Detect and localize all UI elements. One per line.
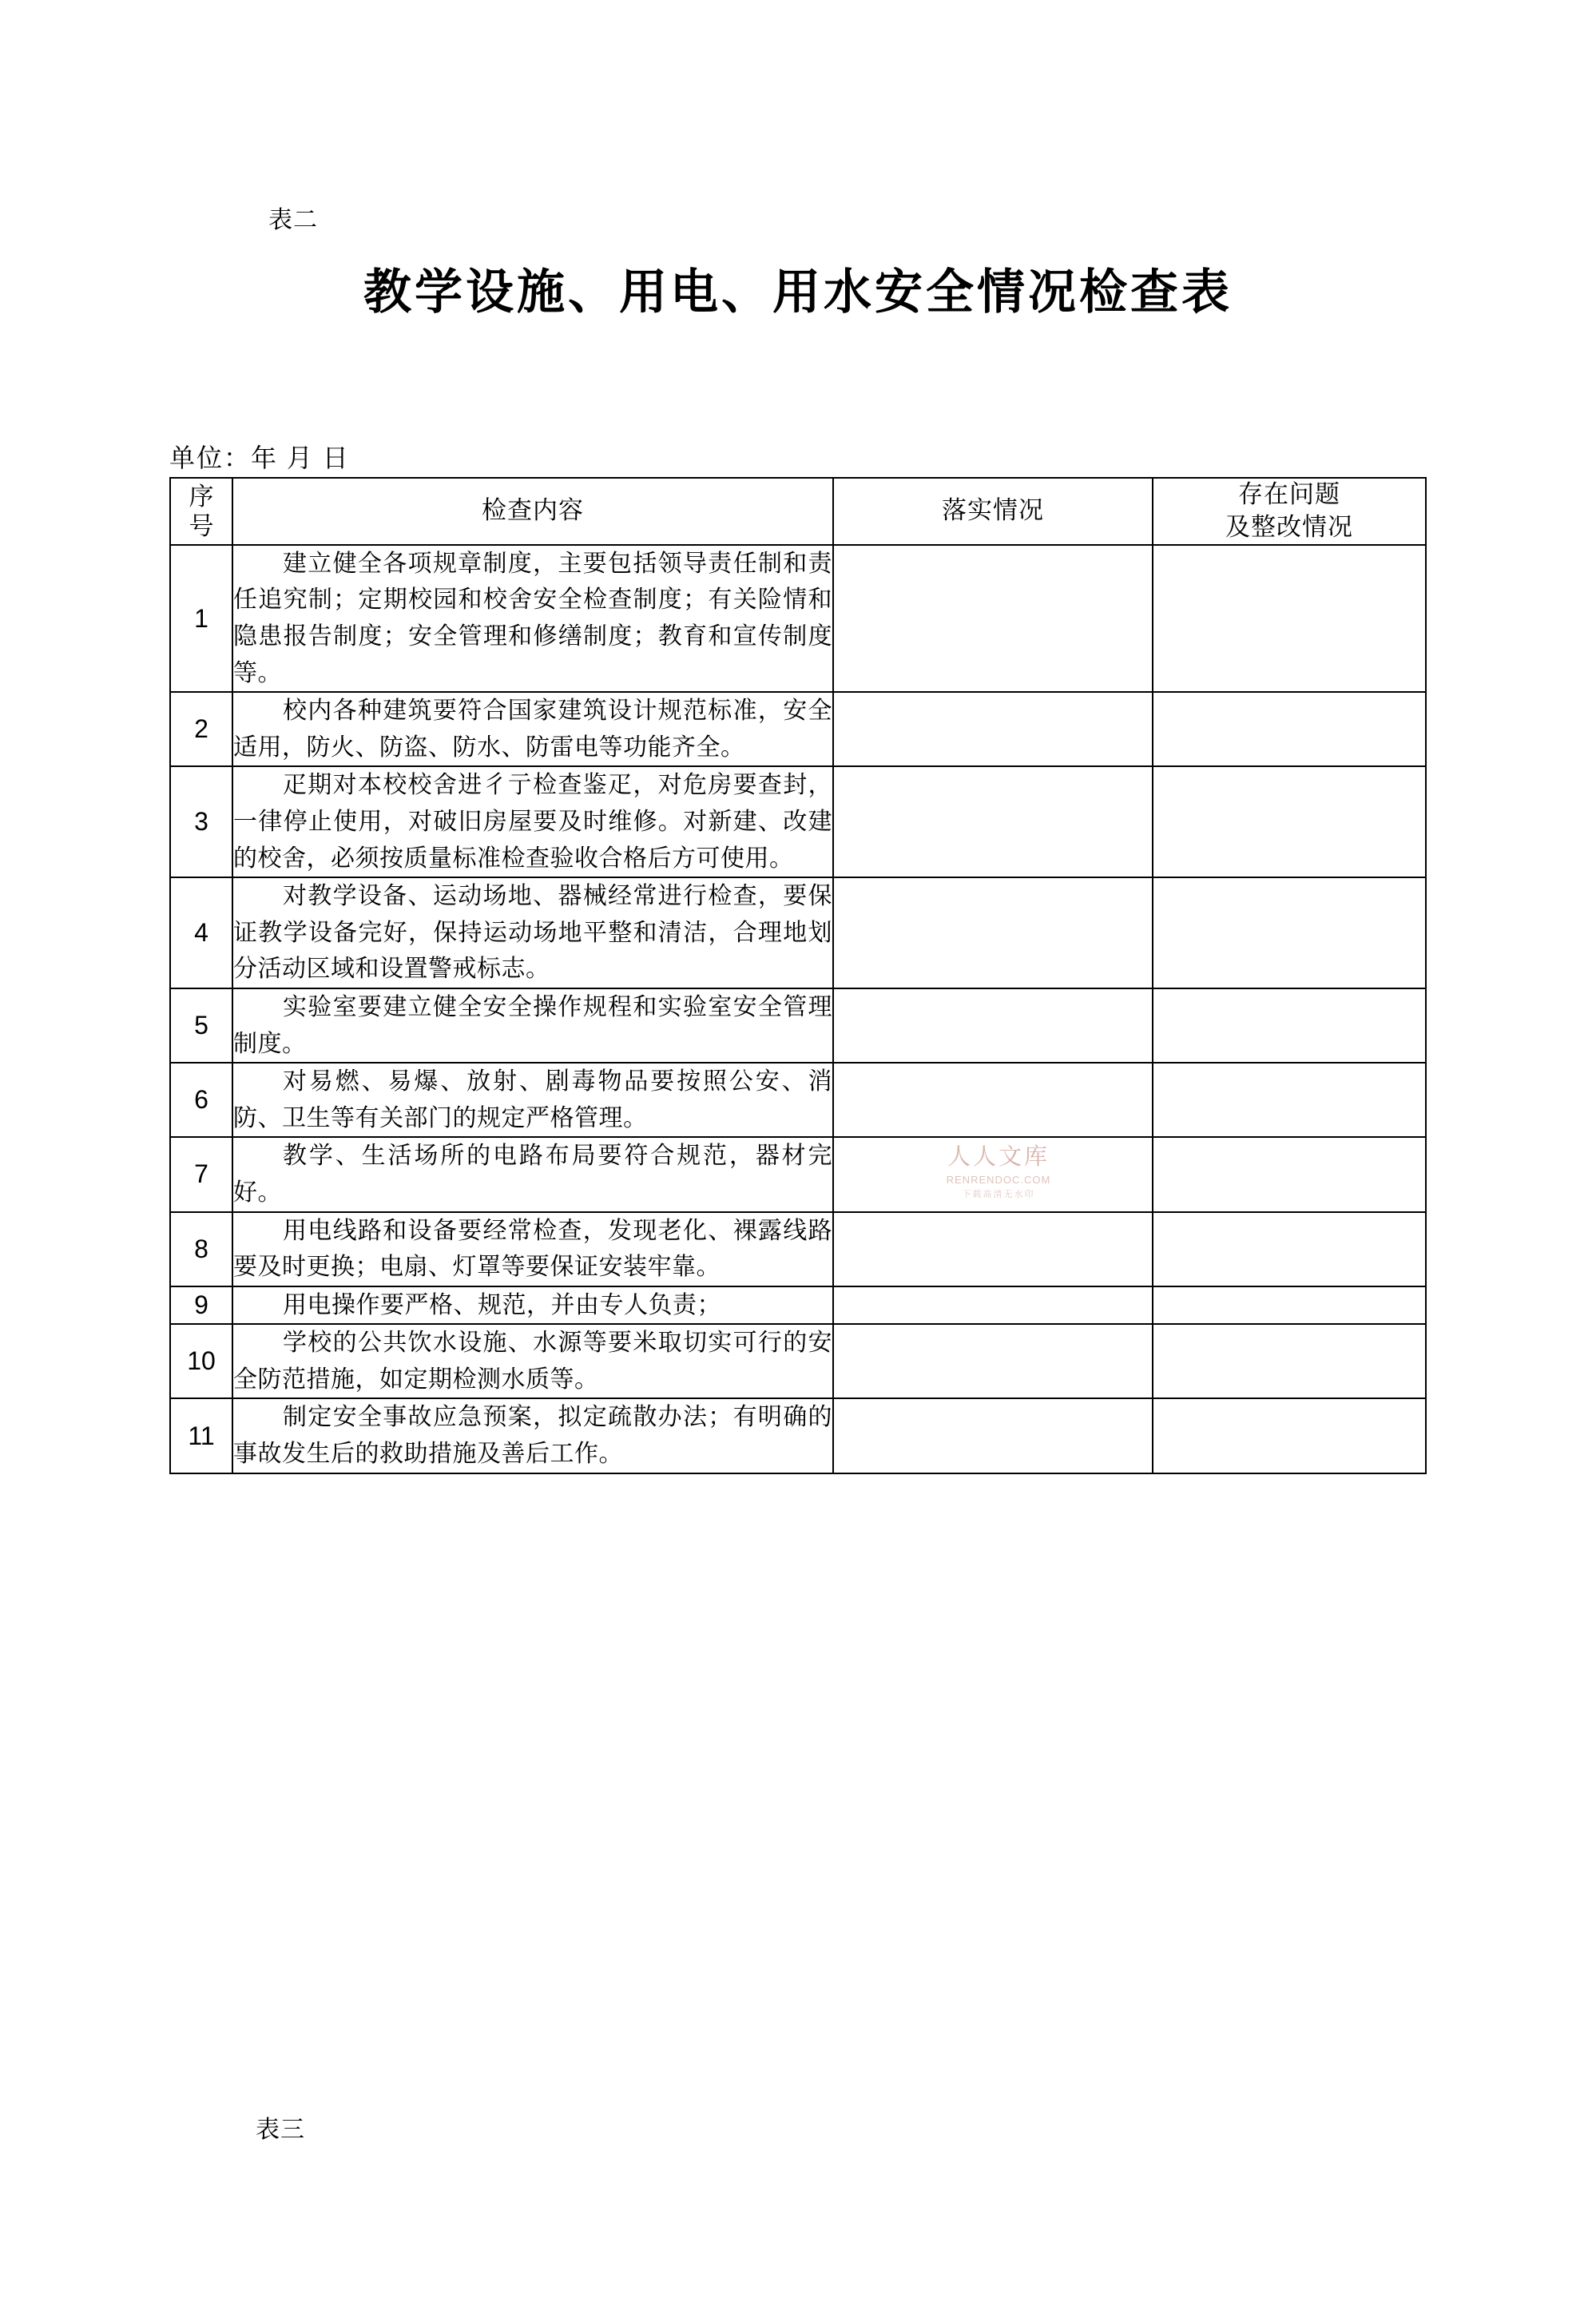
- row-content: 校内各种建筑要符合国家建筑设计规范标准，安全适用，防火、防盗、防水、防雷电等功能齐全。: [232, 692, 833, 766]
- table-row: [170, 1063, 1426, 1137]
- row-status[interactable]: [833, 1063, 1153, 1137]
- row-number: 10: [170, 1324, 232, 1398]
- header-no: [170, 478, 232, 545]
- row-content: 实验室要建立健全安全操作规程和实验室安全管理制度。: [232, 988, 833, 1063]
- table-row: [170, 1324, 1426, 1398]
- row-issue[interactable]: [1153, 1212, 1426, 1286]
- row-content: 制定安全事故应急预案，拟定疏散办法；有明确的事故发生后的救助措施及善后工作。: [232, 1398, 833, 1473]
- table-row: [170, 1137, 1426, 1211]
- header-issue-line1: 存在问题: [1238, 480, 1340, 508]
- row-content: 对易燃、易爆、放射、剧毒物品要按照公安、消防、卫生等有关部门的规定严格管理。: [232, 1063, 833, 1137]
- page-title: 教学设施、用电、用水安全情况检查表: [363, 265, 1233, 319]
- header-status: 落实情况: [833, 478, 1153, 545]
- row-number: 2: [170, 692, 232, 766]
- table-row: [170, 877, 1426, 988]
- row-status[interactable]: [833, 1286, 1153, 1325]
- row-content: 建立健全各项规章制度，主要包括领导责任制和责任追究制；定期校园和校舍安全检查制度；有关险情和隐患报告制度；安全管理和修缮制度；教育和宣传制度等。: [232, 545, 833, 692]
- row-issue[interactable]: [1153, 988, 1426, 1063]
- row-issue[interactable]: [1153, 766, 1426, 877]
- row-issue[interactable]: [1153, 1398, 1426, 1473]
- table-row: [170, 692, 1426, 766]
- header-issue: [1153, 478, 1426, 545]
- row-issue[interactable]: [1153, 1286, 1426, 1325]
- row-number: 5: [170, 988, 232, 1063]
- table-label-bottom: 表三: [256, 2117, 305, 2143]
- row-issue[interactable]: [1153, 1137, 1426, 1211]
- row-number: 6: [170, 1063, 232, 1137]
- row-status[interactable]: [833, 1137, 1153, 1211]
- watermark-sub-text: RENRENDOC.COM: [946, 1174, 1051, 1186]
- header-no-line1: 序: [189, 482, 214, 511]
- row-content: 对教学设备、运动场地、器械经常进行检查，要保证教学设备完好，保持运动场地平整和清洁，合理地划分活动区域和设置警戒标志。: [232, 877, 833, 988]
- row-status[interactable]: [833, 545, 1153, 692]
- row-number: 7: [170, 1137, 232, 1211]
- row-content: 学校的公共饮水设施、水源等要米取切实可行的安全防范措施，如定期检测水质等。: [232, 1324, 833, 1398]
- header-no-line2: 号: [189, 511, 214, 540]
- row-status[interactable]: [833, 766, 1153, 877]
- row-content: 用电线路和设备要经常检查，发现老化、裸露线路要及时更换；电扇、灯罩等要保证安装牢靠。: [232, 1212, 833, 1286]
- row-number: 3: [170, 766, 232, 877]
- row-number: 11: [170, 1398, 232, 1473]
- header-issue-line2: 及整改情况: [1225, 512, 1353, 541]
- row-content: 教学、生活场所的电路布局要符合规范，器材完好。: [232, 1137, 833, 1211]
- row-status[interactable]: [833, 692, 1153, 766]
- row-issue[interactable]: [1153, 877, 1426, 988]
- row-status[interactable]: [833, 1212, 1153, 1286]
- table-row: [170, 1398, 1426, 1473]
- table-row: [170, 766, 1426, 877]
- row-content: 疋期对本校校舍进彳亍检查鉴疋，对危房要查封，一律停止使用，对破旧房屋要及时维修。对新建、改建的校舍，必须按质量标准检查验收合格后方可使用。: [232, 766, 833, 877]
- row-number: 8: [170, 1212, 232, 1286]
- row-status[interactable]: [833, 1398, 1153, 1473]
- table-label-top: 表二: [268, 207, 318, 233]
- row-number: 4: [170, 877, 232, 988]
- inspection-table: [169, 477, 1427, 1474]
- row-number: 1: [170, 545, 232, 692]
- table-row: [170, 988, 1426, 1063]
- row-issue[interactable]: [1153, 545, 1426, 692]
- row-status[interactable]: [833, 988, 1153, 1063]
- unit-date-line: 单位：年 月 日: [169, 443, 350, 472]
- watermark-sub-text-2: 下载高清无水印: [962, 1190, 1035, 1199]
- row-issue[interactable]: [1153, 1063, 1426, 1137]
- table-header-row: [170, 478, 1426, 545]
- row-status[interactable]: [833, 877, 1153, 988]
- table-row: [170, 545, 1426, 692]
- table-row: [170, 1212, 1426, 1286]
- row-content: 用电操作要严格、规范，并由专人负责；: [232, 1286, 833, 1325]
- header-content: 检查内容: [232, 478, 833, 545]
- row-issue[interactable]: [1153, 1324, 1426, 1398]
- row-status[interactable]: [833, 1324, 1153, 1398]
- row-number: 9: [170, 1286, 232, 1325]
- table-row: [170, 1286, 1426, 1325]
- watermark-main-text: 人人文库: [947, 1144, 1050, 1170]
- row-issue[interactable]: [1153, 692, 1426, 766]
